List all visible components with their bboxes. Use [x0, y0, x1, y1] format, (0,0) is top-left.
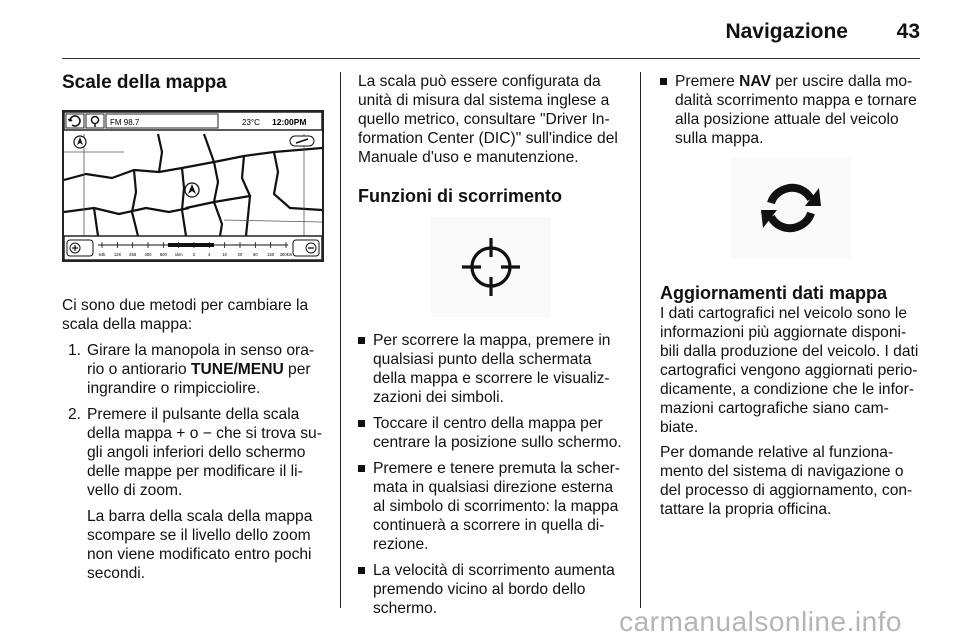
crosshair-icon	[431, 217, 551, 317]
scale-bar-note: La barra della scala della mappa scompare se il livello dello zoom non viene modificato entro pochi secondi.	[87, 508, 313, 582]
contact-text: Per domande relative al funziona-mento del sistema di navigazione o del processo di aggiornamento, con-tattare la propria officina.	[660, 444, 913, 518]
scale-label: 2	[192, 252, 196, 257]
map-clock: 12:00PM	[272, 117, 307, 127]
column-2	[358, 72, 623, 618]
methods-list	[62, 341, 322, 583]
scale-label: 4	[208, 252, 211, 257]
page-header	[0, 0, 960, 60]
scale-label: 50	[252, 252, 258, 257]
scale-label: 300km	[279, 252, 293, 257]
column-divider	[640, 72, 641, 608]
list-item: 2. Premere il pulsante della scala della mappa + o − che si trova su-gli angoli inferiori dello schermo delle mappe per modificare il li-vello di zoom. La barra della scala della mappa scompare se il livello dello zoom non viene modificato entro pochi secondi.	[68, 406, 322, 582]
list-item: Premere e tenere premuta la scher-mata in qualsiasi direzione esterna al simbolo di scorrimento: la mappa continuerà a scorrere in quella di-rezione.	[358, 459, 623, 554]
list-item: 1. Girare la manopola in senso ora-rio o antiorario TUNE/MENU per ingrandire o rimpicciolire.	[68, 342, 315, 397]
scale-label: 256	[129, 252, 137, 257]
scroll-bullets	[358, 331, 623, 618]
nav-key: NAV	[739, 73, 771, 90]
column-divider	[340, 72, 341, 608]
scroll-functions-heading: Funzioni di scorrimento	[358, 186, 563, 206]
map-temperature: 23°C	[242, 118, 260, 127]
column-3	[660, 72, 922, 519]
nav-bullet-list	[660, 72, 922, 148]
intro-text: Ci sono due metodi per cambiare la scala della mappa:	[62, 297, 309, 333]
scale-label: 20	[237, 252, 243, 257]
tune-menu-key: TUNE/MENU	[191, 361, 284, 378]
scale-label: 64k	[98, 252, 106, 257]
list-item: Toccare il centro della mappa per centrare la posizione sullo schermo.	[358, 414, 623, 452]
scale-label: 10	[222, 252, 228, 257]
scale-label: 1km	[174, 252, 183, 257]
list-item: Premere NAV per uscire dalla mo-dalità scorrimento mappa e tornare alla posizione attuale del veicolo sulla mappa.	[660, 72, 922, 148]
header-rule	[62, 58, 920, 59]
map-updates-text: I dati cartografici nel veicolo sono le informazioni più aggiornate disponi-bili dalla produzione del veicolo. I dati cartografici vengono aggiornati perio-dicamente, a condizione che le infor-mazioni cartografiche siano cam-biate.	[660, 305, 919, 436]
section-title: Navigazione	[725, 20, 848, 43]
map-screen-svg	[64, 112, 322, 260]
page-number: 43	[896, 20, 920, 43]
scale-label: 800	[159, 252, 167, 257]
column-1	[62, 72, 322, 583]
watermark: carmanualsonline.info	[619, 606, 902, 637]
list-item: La velocità di scorrimento aumenta premendo vicino al bordo dello schermo.	[358, 561, 623, 618]
scale-level-indicator	[168, 243, 214, 247]
map-station: FM 98.7	[110, 118, 140, 127]
scale-label: 128	[113, 252, 121, 257]
scale-config-text: La scala può essere configurata da unità di misura dal sistema inglese a quello metrico, consultare "Driver In-formation Center (DIC)" sull'indice del Manuale d'uso e manutenzione.	[358, 73, 618, 166]
scale-label: 150	[267, 252, 275, 257]
list-item: Per scorrere la mappa, premere in qualsiasi punto della schermata della mappa e scorrere le visualiz-zazioni dei simboli.	[358, 331, 623, 407]
refresh-icon	[731, 158, 851, 258]
map-screen-illustration	[62, 110, 324, 262]
map-updates-heading: Aggiornamenti dati mappa	[660, 283, 888, 303]
map-scale-heading: Scale della mappa	[62, 72, 227, 93]
scale-label: 400	[144, 252, 152, 257]
